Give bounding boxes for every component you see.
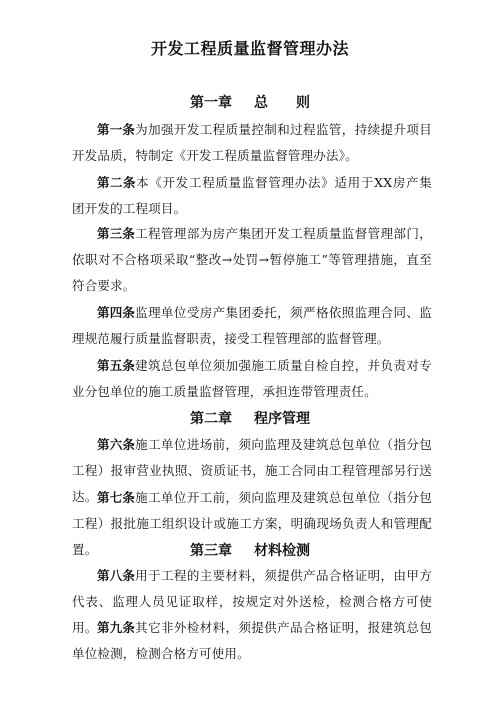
article-label: 第四条 bbox=[97, 305, 136, 320]
article-label: 第三条 bbox=[97, 226, 136, 241]
chapter-name: 程序管理 bbox=[254, 411, 310, 427]
article-9 bbox=[72, 615, 432, 667]
article-1 bbox=[72, 117, 432, 169]
chapter-name: 总 则 bbox=[254, 95, 310, 111]
article-5 bbox=[72, 353, 432, 405]
article-text: 本《开发工程质量监督管理办法》适用于XX房产集团开发的工程项目。 bbox=[72, 175, 432, 216]
article-label: 第二条 bbox=[97, 175, 137, 190]
chapter-3-heading bbox=[0, 540, 500, 560]
article-2 bbox=[72, 170, 432, 222]
article-label: 第六条 bbox=[97, 437, 136, 452]
article-3 bbox=[72, 221, 432, 299]
article-text: 施工单位开工前，须向监理及建筑总包单位（指分包工程）报批施工组织设计或施工方案，明确现场负责人和管理配置。 bbox=[72, 490, 432, 557]
article-text: 用于工程的主要材料，须提供产品合格证明，由甲方代表、监理人员见证取样，按规定对外送检，检测合格方可使用。 bbox=[72, 568, 432, 635]
chapter-2-heading bbox=[0, 408, 500, 428]
article-text: 监理单位受房产集团委托，须严格依照监理合同、监理规范履行质量监督职责，接受工程管理部的监督管理。 bbox=[72, 305, 432, 346]
article-text: 为加强开发工程质量控制和过程监管，持续提升项目开发品质，特制定《开发工程质量监督管理办法》。 bbox=[72, 122, 432, 163]
article-label: 第九条 bbox=[97, 620, 136, 635]
chapter-number: 第一章 bbox=[190, 95, 232, 111]
article-label: 第一条 bbox=[97, 122, 136, 137]
chapter-number: 第三章 bbox=[190, 543, 232, 559]
article-text: 施工单位进场前，须向监理及建筑总包单位（指分包工程）报审营业执照、资质证书，施工合同由工程管理部另行送达。 bbox=[72, 437, 432, 504]
document-title: 开发工程质量监督管理办法 bbox=[150, 39, 349, 58]
chapter-number: 第二章 bbox=[190, 411, 232, 427]
article-4 bbox=[72, 300, 432, 352]
chapter-name: 材料检测 bbox=[254, 543, 310, 559]
article-text: 工程管理部为房产集团开发工程质量监督管理部门，依职对不合格项采取“整改→处罚→暂停施工”等管理措施，直至符合要求。 bbox=[72, 226, 432, 293]
chapter-1-heading bbox=[0, 92, 500, 112]
article-text: 其它非外检材料，须提供产品合格证明，报建筑总包单位检测，检测合格方可使用。 bbox=[72, 620, 432, 661]
article-label: 第五条 bbox=[97, 358, 136, 373]
article-label: 第八条 bbox=[97, 568, 136, 583]
article-text: 建筑总包单位须加强施工质量自检自控，并负责对专业分包单位的施工质量监督管理，承担连带管理责任。 bbox=[72, 358, 432, 399]
article-label: 第七条 bbox=[97, 490, 136, 505]
